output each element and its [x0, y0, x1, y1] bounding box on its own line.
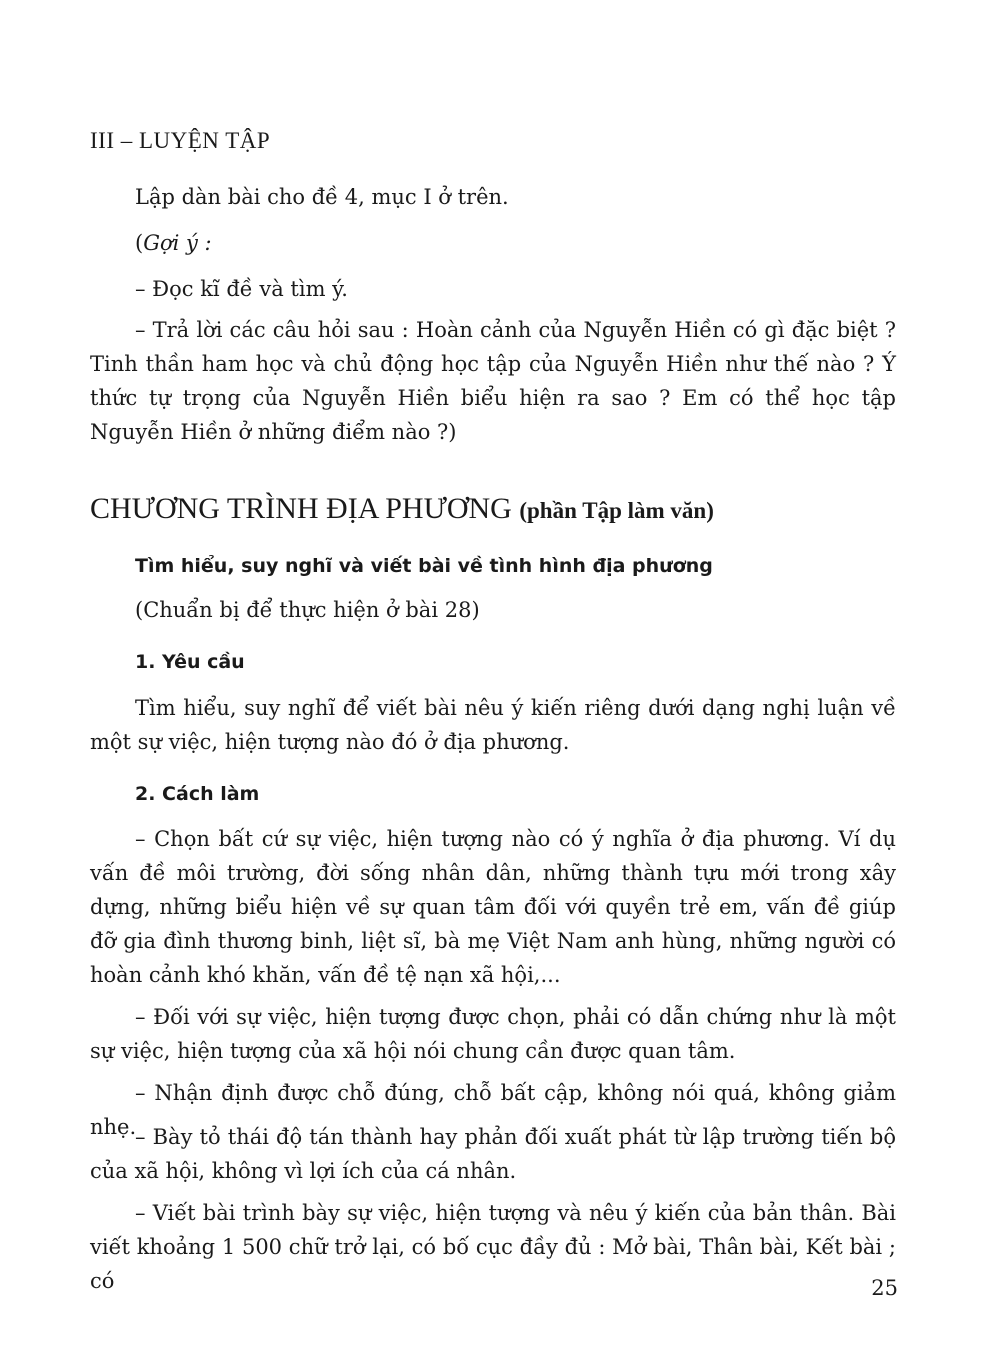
requirement-heading: 1. Yêu cầu: [135, 651, 245, 673]
section-title-sub: (phần Tập làm văn): [519, 498, 714, 523]
hint-open: (: [135, 231, 144, 255]
section-title: [90, 492, 714, 526]
practice-step-1: – Đọc kĩ đề và tìm ý.: [135, 277, 348, 301]
section-subtitle: Tìm hiểu, suy nghĩ và viết bài về tình hình địa phương: [135, 555, 713, 577]
page-number: 25: [871, 1276, 898, 1300]
practice-step-2: – Trả lời các câu hỏi sau : Hoàn cảnh của Nguyễn Hiền có gì đặc biệt ? Tinh thần ham học và chủ động học tập của Nguyễn Hiền như thế nào ? Ý thức tự trọng của Nguyễn Hiền biểu hiện ra sao ? Em có thể học tập Nguyễn Hiền ở những điểm nào ?): [90, 318, 896, 444]
requirement-text: Tìm hiểu, suy nghĩ để viết bài nêu ý kiến riêng dưới dạng nghị luận về một sự việc, hiện tượng nào đó ở địa phương.: [90, 696, 896, 754]
hint-line: [135, 226, 896, 260]
method-item: – Bày tỏ thái độ tán thành hay phản đối xuất phát từ lập trường tiến bộ của xã hội, không vì lợi ích của cá nhân.: [90, 1125, 896, 1183]
method-item: – Nhận định được chỗ đúng, chỗ bất cập, không nói quá, không giảm nhẹ.: [90, 1081, 896, 1139]
hint-label: Gợi ý :: [143, 231, 212, 255]
method-item: – Đối với sự việc, hiện tượng được chọn, phải có dẫn chứng như là một sự việc, hiện tượng của xã hội nói chung cần được quan tâm.: [90, 1005, 896, 1063]
section-title-main: CHƯƠNG TRÌNH ĐỊA PHƯƠNG: [90, 492, 512, 525]
method-heading: 2. Cách làm: [135, 783, 260, 805]
practice-task: Lập dàn bài cho đề 4, mục I ở trên.: [135, 185, 509, 209]
prep-note: (Chuẩn bị để thực hiện ở bài 28): [135, 598, 480, 622]
method-item: – Viết bài trình bày sự việc, hiện tượng và nêu ý kiến của bản thân. Bài viết khoảng 1 500 chữ trở lại, có bố cục đầy đủ : Mở bài, Thân bài, Kết bài ; có: [90, 1201, 896, 1293]
practice-heading: III – LUYỆN TẬP: [90, 128, 271, 153]
method-item: – Chọn bất cứ sự việc, hiện tượng nào có ý nghĩa ở địa phương. Ví dụ vấn đề môi trường, đời sống nhân dân, những thành tựu mới trong xây dựng, những biểu hiện về sự quan tâm đối với quyền trẻ em, vấn đề giúp đỡ gia đình thương binh, liệt sĩ, bà mẹ Việt Nam anh hùng, những người có hoàn cảnh khó khăn, vấn đề tệ nạn xã hội,...: [90, 827, 896, 987]
